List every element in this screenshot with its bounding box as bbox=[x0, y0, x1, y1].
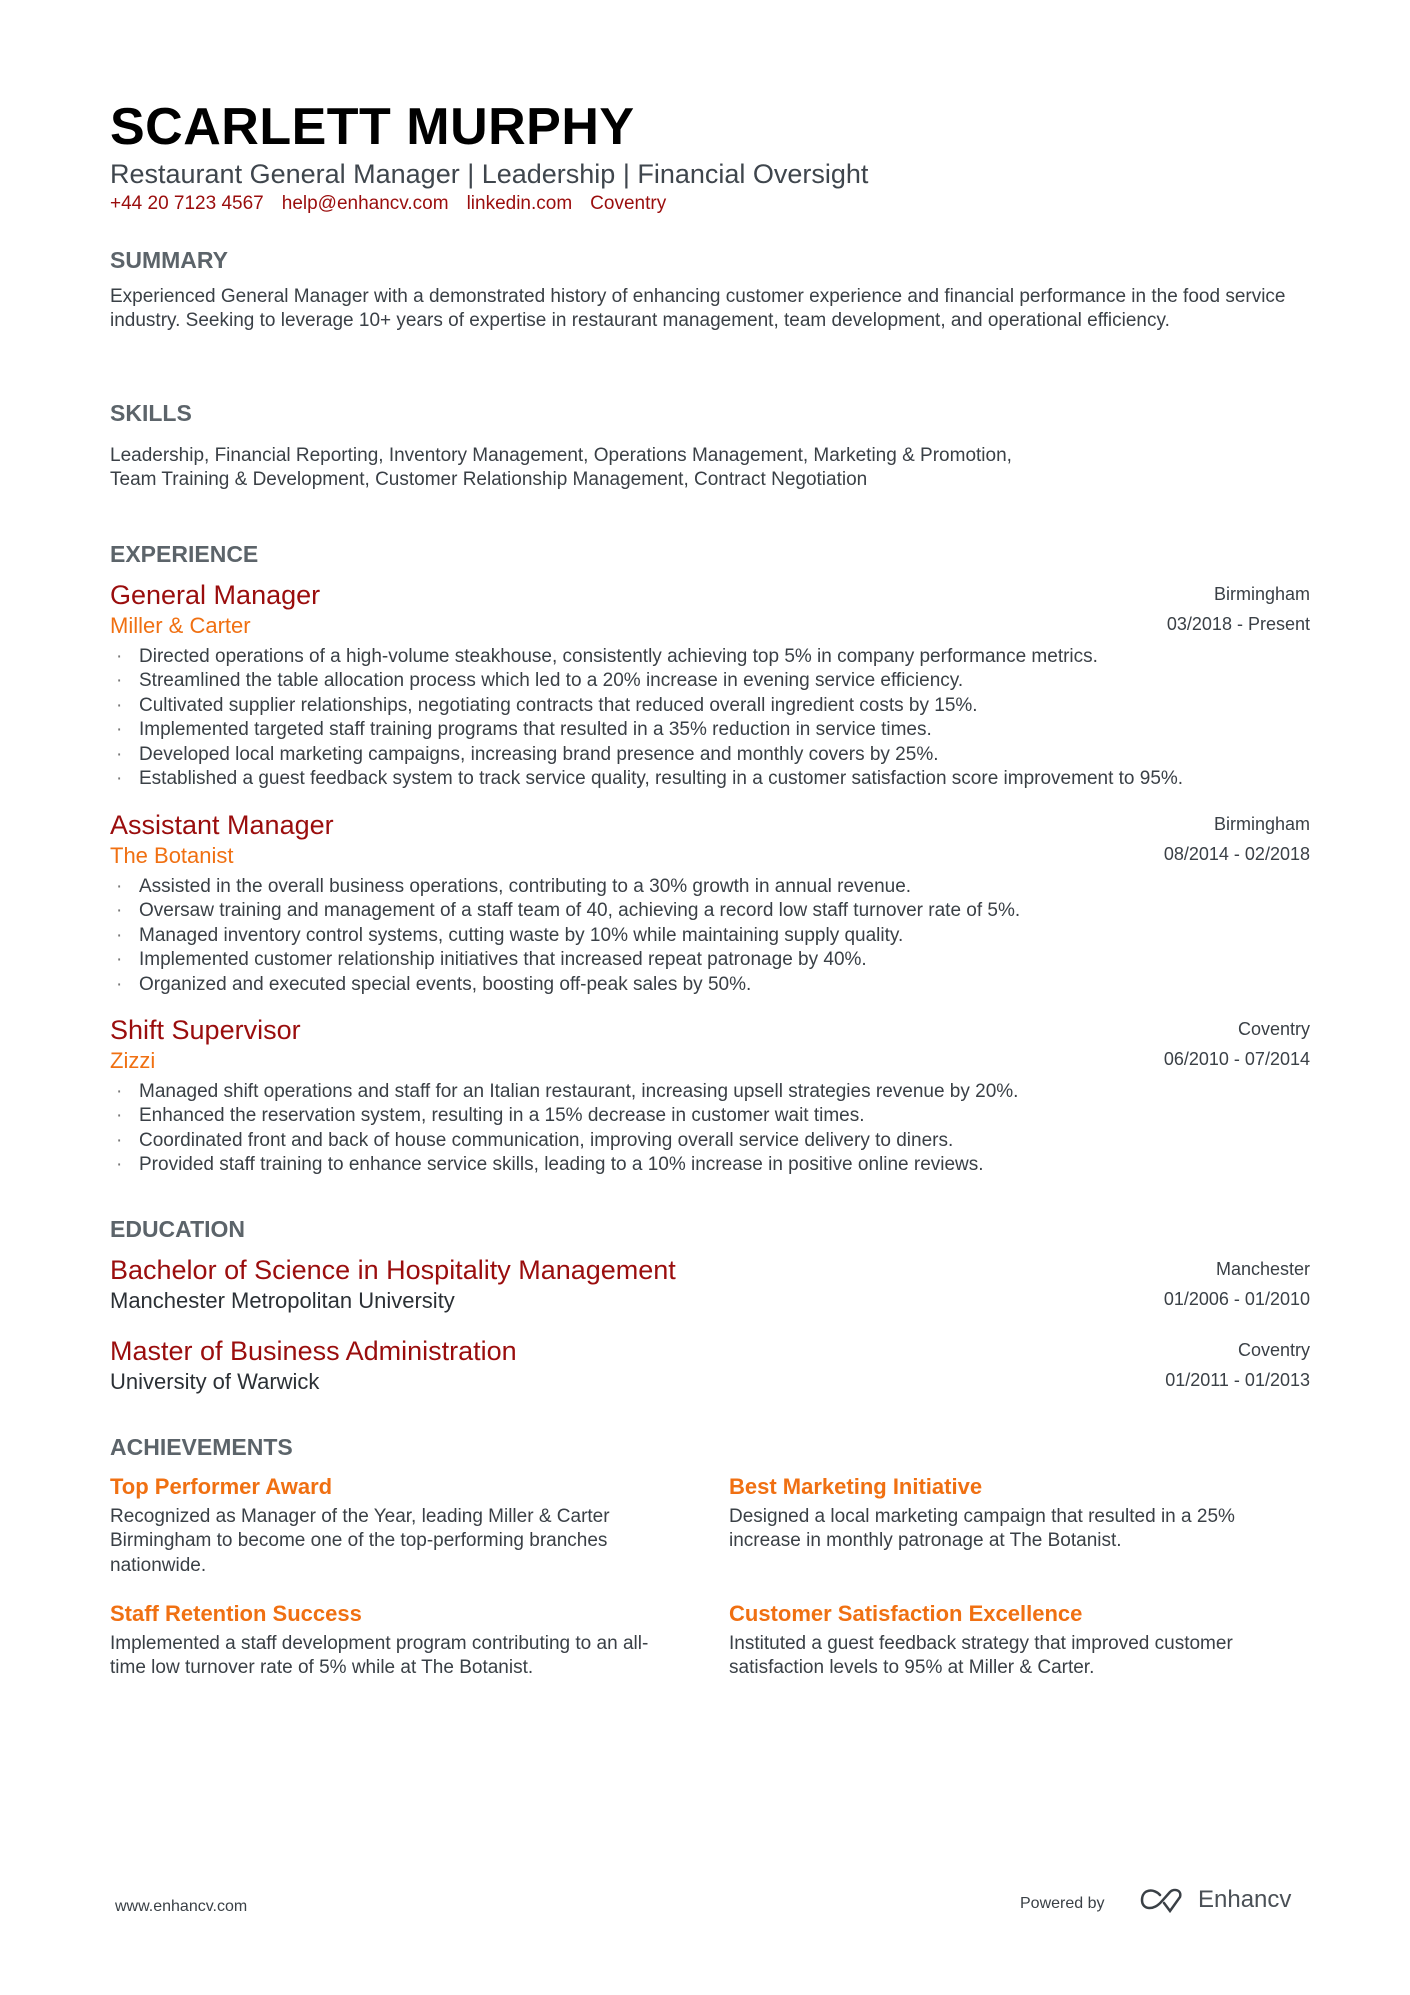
company-name: The Botanist bbox=[110, 843, 234, 868]
summary-text: Experienced General Manager with a demonstrated history of enhancing customer experience and financial performance in the food service industry. Seeking to leverage 10+ years of expertise in restaurant management, team development, and operational efficiency. bbox=[110, 286, 1286, 332]
education-entry bbox=[110, 1254, 1310, 1316]
candidate-name: SCARLETT MURPHY bbox=[110, 98, 635, 156]
edu-location: Coventry bbox=[1237, 1340, 1310, 1360]
achievement-item bbox=[110, 1599, 680, 1681]
skills-line: Leadership, Financial Reporting, Inventory Management, Operations Management, Marketing & Promotion, bbox=[110, 445, 1012, 466]
job-title: General Manager bbox=[110, 580, 321, 610]
edu-dates: 01/2011 - 01/2013 bbox=[1165, 1370, 1310, 1390]
bullet-item: · Managed inventory control systems, cutting waste by 10% while maintaining supply quality. bbox=[110, 924, 1310, 948]
job-entry bbox=[110, 579, 1310, 791]
bullet-item: · Oversaw training and management of a staff team of 40, achieving a record low staff turnover rate of 5%. bbox=[110, 899, 1310, 923]
bullet-item: · Directed operations of a high-volume steakhouse, consistently achieving top 5% in company performance metrics. bbox=[110, 645, 1310, 669]
bullet-item: · Developed local marketing campaigns, increasing brand presence and monthly covers by 25%. bbox=[110, 743, 1310, 767]
achievement-title: Customer Satisfaction Excellence bbox=[729, 1601, 1083, 1626]
experience-section bbox=[110, 539, 1310, 569]
job-title: Shift Supervisor bbox=[110, 1015, 301, 1045]
achievement-title: Best Marketing Initiative bbox=[729, 1474, 983, 1499]
achievement-title: Staff Retention Success bbox=[110, 1601, 362, 1626]
brand-name: Enhancv bbox=[1198, 1886, 1292, 1913]
summary-section bbox=[110, 245, 1310, 334]
achievements-section bbox=[110, 1432, 1310, 1462]
job-dates: 03/2018 - Present bbox=[1166, 614, 1310, 634]
achievement-item bbox=[729, 1599, 1299, 1681]
edu-dates: 01/2006 - 01/2010 bbox=[1163, 1289, 1310, 1309]
section-heading: SKILLS bbox=[110, 400, 192, 426]
bullet-item: · Implemented targeted staff training programs that resulted in a 35% reduction in service times. bbox=[110, 718, 1310, 742]
degree: Bachelor of Science in Hospitality Management bbox=[110, 1255, 676, 1285]
bullet-item: · Cultivated supplier relationships, negotiating contracts that reduced overall ingredient costs by 15%. bbox=[110, 694, 1310, 718]
headline: Restaurant General Manager | Leadership | Financial Oversight bbox=[110, 159, 869, 189]
job-location: Birmingham bbox=[1213, 584, 1310, 604]
achievement-text: Designed a local marketing campaign that resulted in a 25% increase in monthly patronage at The Botanist. bbox=[729, 1506, 1235, 1552]
degree: Master of Business Administration bbox=[110, 1336, 517, 1366]
email-link[interactable]: help@enhancv.com bbox=[281, 193, 449, 214]
school-name: University of Warwick bbox=[110, 1369, 320, 1394]
job-title: Assistant Manager bbox=[110, 810, 334, 840]
achievement-text: Implemented a staff development program contributing to an all-time low turnover rate of 5% while at The Botanist. bbox=[110, 1633, 649, 1679]
education-section bbox=[110, 1214, 1310, 1244]
company-name: Miller & Carter bbox=[110, 613, 251, 638]
achievement-text: Instituted a guest feedback strategy that improved customer satisfaction levels to 95% at Miller & Carter. bbox=[729, 1633, 1233, 1679]
bullet-list bbox=[110, 875, 1310, 997]
job-location: Coventry bbox=[1237, 1019, 1310, 1039]
bullet-list bbox=[110, 1080, 1310, 1178]
section-heading: SUMMARY bbox=[110, 247, 228, 273]
job-location: Birmingham bbox=[1213, 814, 1310, 834]
job-dates: 06/2010 - 07/2014 bbox=[1163, 1049, 1310, 1069]
school-name: Manchester Metropolitan University bbox=[110, 1288, 455, 1313]
section-heading: EDUCATION bbox=[110, 1216, 246, 1242]
header bbox=[110, 97, 1310, 215]
enhancv-logo[interactable] bbox=[1140, 1886, 1291, 1914]
section-heading: ACHIEVEMENTS bbox=[110, 1434, 293, 1460]
bullet-item: · Streamlined the table allocation process which led to a 20% increase in evening service efficiency. bbox=[110, 669, 1310, 693]
section-heading: EXPERIENCE bbox=[110, 541, 259, 567]
bullet-item: · Enhanced the reservation system, resulting in a 15% decrease in customer wait times. bbox=[110, 1104, 1310, 1128]
infinity-heart-icon bbox=[1140, 1887, 1186, 1913]
achievement-text: Recognized as Manager of the Year, leading Miller & Carter Birmingham to become one of the top-performing branches nationwide. bbox=[110, 1506, 610, 1576]
bullet-list bbox=[110, 645, 1310, 791]
edu-location: Manchester bbox=[1215, 1259, 1310, 1279]
linkedin-link[interactable]: linkedin.com bbox=[466, 193, 573, 214]
company-name: Zizzi bbox=[110, 1048, 156, 1073]
bullet-item: · Coordinated front and back of house communication, improving overall service delivery to diners. bbox=[110, 1129, 1310, 1153]
bullet-item: · Established a guest feedback system to track service quality, resulting in a customer satisfaction score improvement to 95%. bbox=[110, 767, 1310, 791]
skills-line: Team Training & Development, Customer Relationship Management, Contract Negotiation bbox=[110, 469, 868, 491]
bullet-item: · Assisted in the overall business operations, contributing to a 30% growth in annual revenue. bbox=[110, 875, 1310, 899]
achievement-item bbox=[729, 1472, 1299, 1554]
bullet-item: · Organized and executed special events, boosting off-peak sales by 50%. bbox=[110, 973, 1310, 997]
footer-website[interactable]: www.enhancv.com bbox=[115, 1898, 248, 1915]
phone[interactable]: +44 20 7123 4567 bbox=[110, 193, 264, 214]
education-entry bbox=[110, 1335, 1310, 1397]
bullet-item: · Implemented customer relationship initiatives that increased repeat patronage by 40%. bbox=[110, 948, 1310, 972]
job-entry bbox=[110, 1014, 1310, 1178]
skills-section bbox=[110, 398, 1310, 493]
achievement-title: Top Performer Award bbox=[110, 1474, 333, 1499]
bullet-item: · Provided staff training to enhance service skills, leading to a 10% increase in positive online reviews. bbox=[110, 1153, 1310, 1177]
bullet-item: · Managed shift operations and staff for an Italian restaurant, increasing upsell strategies revenue by 20%. bbox=[110, 1080, 1310, 1104]
job-entry bbox=[110, 809, 1310, 997]
powered-by: Powered by bbox=[1020, 1895, 1105, 1912]
job-dates: 08/2014 - 02/2018 bbox=[1163, 844, 1310, 864]
location: Coventry bbox=[590, 193, 667, 214]
achievement-item bbox=[110, 1472, 680, 1578]
